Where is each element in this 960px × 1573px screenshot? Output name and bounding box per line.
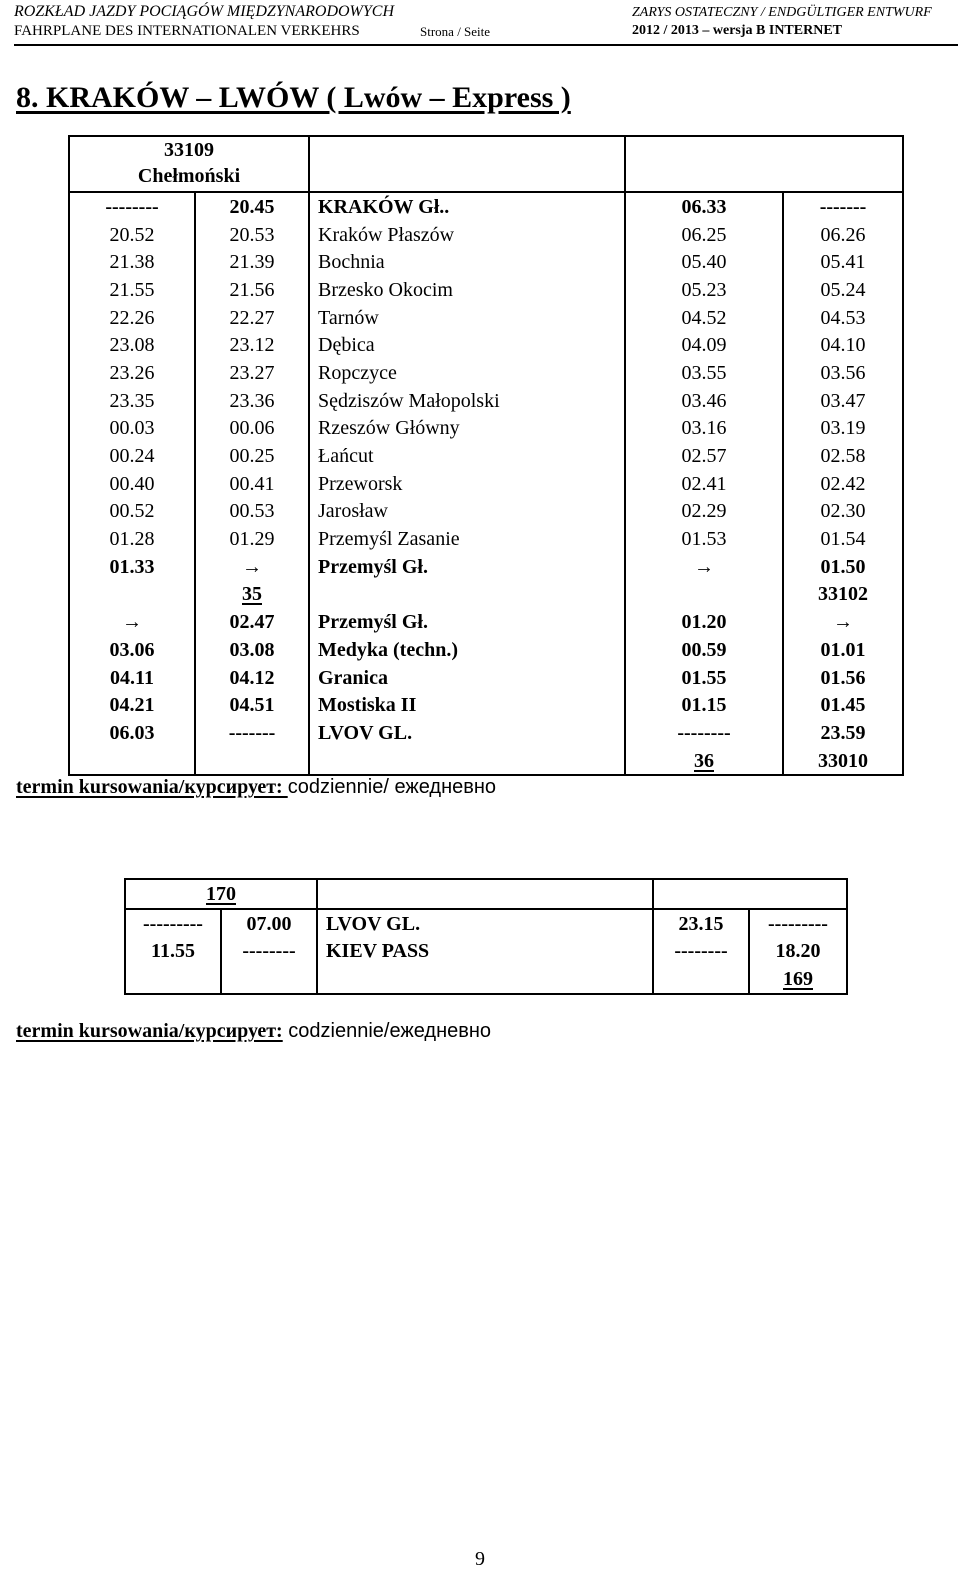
- station-cell: [309, 470, 625, 498]
- departure-time-value: 20.45: [229, 195, 275, 218]
- departure-time-value: ---------: [143, 912, 203, 935]
- header-draft-label: ZARYS OSTATECZNY / ENDGÜLTIGER ENTWURF: [632, 5, 932, 20]
- departure-time-cell: [195, 636, 309, 664]
- arrival-time-cell: [625, 192, 783, 221]
- arrival-time-value: 01.01: [820, 638, 866, 661]
- table-row: [125, 965, 847, 994]
- departure-time-cell: [195, 498, 309, 526]
- arrival-time-cell: [625, 608, 783, 636]
- station-value: Ropczyce: [318, 361, 397, 384]
- departure-time-value: 23.12: [229, 334, 275, 357]
- departure-time-value: 03.08: [229, 638, 275, 661]
- departure-time-cell: [195, 248, 309, 276]
- arrival-time-cell: [625, 331, 783, 359]
- table-row: [69, 498, 903, 526]
- departure-time-cell: [69, 525, 195, 553]
- departure-time-cell: [125, 909, 221, 938]
- departure-time-value: 23.08: [109, 334, 155, 357]
- departure-time-cell: [69, 304, 195, 332]
- departure-time-cell: [195, 415, 309, 443]
- table-row: [69, 387, 903, 415]
- table-row: [69, 747, 903, 776]
- station-cell: [309, 498, 625, 526]
- departure-time-cell: [125, 965, 221, 994]
- arrival-time-value: ---------: [768, 912, 828, 935]
- departure-time-cell: [69, 331, 195, 359]
- table-row: [125, 909, 847, 938]
- arrival-time-cell: [625, 387, 783, 415]
- departure-time-value: 21.39: [229, 251, 275, 274]
- running-days-value: codziennie/ежедневно: [282, 1020, 492, 1042]
- train-header-cell: [69, 136, 309, 192]
- departure-time-cell: [195, 747, 309, 776]
- arrival-time-value: 01.55: [681, 666, 727, 689]
- table-row: [69, 276, 903, 304]
- table-row: [69, 192, 903, 221]
- station-cell: [317, 909, 653, 938]
- table-row: [69, 415, 903, 443]
- arrival-time-cell: [653, 937, 749, 965]
- arrival-time-cell: [653, 909, 749, 938]
- arrival-time-value: 02.29: [681, 500, 727, 523]
- departure-time-cell: [195, 304, 309, 332]
- departure-time-value: 01.28: [109, 528, 155, 551]
- header-page-label: Strona / Seite: [420, 24, 491, 39]
- departure-time-cell: [69, 442, 195, 470]
- departure-time-cell: [69, 664, 195, 692]
- table-row: [69, 331, 903, 359]
- departure-time-value: 23.27: [229, 361, 275, 384]
- table-row: [69, 636, 903, 664]
- arrival-time-cell: [653, 965, 749, 994]
- departure-time-cell: [221, 937, 317, 965]
- arrival-time-cell: [783, 581, 903, 609]
- running-days-label: termin kursowania/курсирует:: [16, 776, 288, 798]
- station-value: Dębica: [318, 334, 375, 357]
- table-row: [69, 304, 903, 332]
- departure-time-value: 04.12: [229, 666, 275, 689]
- arrival-time-cell: [783, 331, 903, 359]
- return-header-cell: [653, 879, 847, 909]
- station-value: Przemyśl Zasanie: [318, 528, 460, 551]
- station-cell: [309, 248, 625, 276]
- arrival-time-value: 05.40: [681, 251, 727, 274]
- station-cell: [309, 192, 625, 221]
- arrival-time-value: 02.41: [681, 472, 727, 495]
- arrival-time-cell: [783, 304, 903, 332]
- station-cell: [309, 608, 625, 636]
- departure-time-value: 21.55: [109, 278, 155, 301]
- departure-time-value: 00.24: [109, 445, 155, 468]
- arrival-time-cell: [625, 636, 783, 664]
- arrival-time-cell: [783, 664, 903, 692]
- arrival-time-cell: [625, 415, 783, 443]
- departure-time-cell: [221, 909, 317, 938]
- section-title: 8. KRAKÓW – LWÓW ( Lwów – Express ): [16, 81, 571, 114]
- arrival-time-cell: [625, 581, 783, 609]
- arrival-time-cell: [625, 664, 783, 692]
- arrival-time-value: -------: [819, 195, 867, 218]
- return-header-cell: [625, 136, 903, 192]
- departure-time-cell: [69, 636, 195, 664]
- station-cell: [309, 442, 625, 470]
- departure-time-value: 00.25: [229, 445, 275, 468]
- table-row: [69, 442, 903, 470]
- running-days-note-1: [16, 775, 496, 799]
- arrival-time-cell: [625, 553, 783, 581]
- arrival-time-cell: [783, 691, 903, 719]
- arrival-time-value: 01.53: [681, 528, 727, 551]
- arrival-time-value: 02.58: [820, 445, 866, 468]
- train-header-cell: [125, 879, 317, 909]
- departure-time-value: 02.47: [229, 611, 275, 634]
- departure-time-value: 20.53: [229, 223, 275, 246]
- departure-time-cell: [69, 553, 195, 581]
- arrival-time-cell: [625, 248, 783, 276]
- departure-time-value: 23.26: [109, 361, 155, 384]
- arrival-time-cell: [783, 498, 903, 526]
- departure-time-value: 01.33: [109, 555, 155, 578]
- departure-time-cell: [69, 691, 195, 719]
- departure-time-value: 00.52: [109, 500, 155, 523]
- station-cell: [309, 581, 625, 609]
- departure-time-cell: [69, 192, 195, 221]
- arrival-time-cell: [783, 608, 903, 636]
- arrival-time-cell: [625, 525, 783, 553]
- departure-time-cell: [195, 331, 309, 359]
- station-value: Kraków Płaszów: [318, 223, 455, 246]
- departure-time-value: 21.38: [109, 251, 155, 274]
- arrival-time-cell: [625, 442, 783, 470]
- departure-time-value: 06.03: [109, 721, 155, 744]
- departure-time-cell: [195, 581, 309, 609]
- station-value: Brzesko Okocim: [318, 278, 453, 301]
- page-number: 9: [475, 1548, 485, 1570]
- arrival-time-value: →: [833, 611, 853, 634]
- arrival-time-cell: [783, 470, 903, 498]
- arrival-time-value: 01.20: [681, 611, 727, 634]
- table-row: [69, 719, 903, 747]
- train-number: 33109: [164, 139, 214, 161]
- station-value: KIEV PASS: [326, 940, 430, 963]
- departure-time-cell: [69, 387, 195, 415]
- running-days-note-2: [16, 1019, 491, 1043]
- arrival-time-value: 33010: [818, 749, 868, 772]
- departure-time-cell: [69, 581, 195, 609]
- arrival-time-value: --------: [674, 940, 728, 963]
- departure-time-cell: [195, 470, 309, 498]
- station-cell: [309, 331, 625, 359]
- departure-time-value: →: [242, 555, 262, 578]
- header-rule: [14, 44, 958, 46]
- departure-time-cell: [195, 691, 309, 719]
- station-cell: [309, 636, 625, 664]
- departure-time-cell: [69, 719, 195, 747]
- running-days-value: codziennie/ ежедневно: [287, 776, 497, 798]
- arrival-time-cell: [783, 359, 903, 387]
- table-row: [125, 937, 847, 965]
- arrival-time-value: 03.56: [820, 361, 866, 384]
- departure-time-value: 35: [242, 583, 262, 606]
- station-value: Sędziszów Małopolski: [318, 389, 500, 412]
- arrival-time-value: 05.23: [681, 278, 727, 301]
- arrival-time-cell: [625, 359, 783, 387]
- arrival-time-value: 04.52: [681, 306, 727, 329]
- station-cell: [309, 359, 625, 387]
- station-value: LVOV GL.: [318, 721, 413, 744]
- station-value: Mostiska II: [318, 694, 417, 717]
- arrival-time-cell: [783, 719, 903, 747]
- departure-time-value: 21.56: [229, 278, 275, 301]
- arrival-time-cell: [783, 276, 903, 304]
- arrival-time-cell: [625, 691, 783, 719]
- departure-time-value: --------: [242, 940, 296, 963]
- arrival-time-value: 01.45: [820, 694, 866, 717]
- departure-time-value: 01.29: [229, 528, 275, 551]
- table-row: [69, 553, 903, 581]
- arrival-time-value: 03.47: [820, 389, 866, 412]
- station-cell: [309, 664, 625, 692]
- departure-time-value: 00.53: [229, 500, 275, 523]
- station-value: Bochnia: [318, 251, 385, 274]
- station-value: Rzeszów Główny: [318, 417, 460, 440]
- station-value: Medyka (techn.): [318, 638, 458, 661]
- arrival-time-cell: [783, 636, 903, 664]
- arrival-time-value: 06.33: [681, 195, 727, 218]
- departure-time-cell: [195, 719, 309, 747]
- station-value: Łańcut: [318, 445, 374, 468]
- arrival-time-cell: [783, 387, 903, 415]
- departure-time-value: 00.40: [109, 472, 155, 495]
- arrival-time-cell: [749, 909, 847, 938]
- timetable-krakow-lwow: [68, 135, 904, 776]
- arrival-time-value: 33102: [818, 583, 868, 606]
- departure-time-value: 03.06: [109, 638, 155, 661]
- table-row: [69, 691, 903, 719]
- departure-time-cell: [69, 498, 195, 526]
- departure-time-value: 00.41: [229, 472, 275, 495]
- departure-time-value: 07.00: [246, 912, 292, 935]
- arrival-time-value: 05.24: [820, 278, 866, 301]
- header-title-pl: ROZKŁAD JAZDY POCIĄGÓW MIĘDZYNARODOWYCH: [14, 3, 395, 20]
- departure-time-value: 00.03: [109, 417, 155, 440]
- departure-time-cell: [69, 359, 195, 387]
- arrival-time-cell: [783, 442, 903, 470]
- train-name: Chełmoński: [137, 165, 241, 187]
- station-value: KRAKÓW Gł..: [318, 195, 450, 218]
- station-cell: [309, 525, 625, 553]
- station-cell: [309, 276, 625, 304]
- departure-time-cell: [195, 525, 309, 553]
- departure-time-cell: [195, 192, 309, 221]
- departure-time-cell: [195, 276, 309, 304]
- arrival-time-value: 00.59: [681, 638, 727, 661]
- departure-time-value: 04.11: [110, 666, 154, 689]
- departure-time-cell: [195, 221, 309, 249]
- arrival-time-cell: [783, 553, 903, 581]
- station-header-cell: [317, 879, 653, 909]
- station-cell: [309, 719, 625, 747]
- arrival-time-value: 169: [783, 967, 813, 990]
- arrival-time-value: 01.54: [820, 528, 866, 551]
- departure-time-value: 22.27: [229, 306, 275, 329]
- table-header-row: [125, 879, 847, 909]
- arrival-time-cell: [783, 221, 903, 249]
- station-value: LVOV GL.: [326, 912, 421, 935]
- departure-time-cell: [195, 553, 309, 581]
- station-cell: [309, 304, 625, 332]
- arrival-time-value: 06.26: [820, 223, 866, 246]
- arrival-time-cell: [625, 470, 783, 498]
- departure-time-cell: [69, 221, 195, 249]
- arrival-time-value: →: [694, 555, 714, 578]
- station-value: Jarosław: [318, 500, 388, 523]
- arrival-time-value: 23.59: [820, 721, 866, 744]
- arrival-time-cell: [749, 937, 847, 965]
- station-cell: [309, 387, 625, 415]
- departure-time-cell: [69, 415, 195, 443]
- station-cell: [309, 747, 625, 776]
- arrival-time-value: 02.42: [820, 472, 866, 495]
- departure-time-cell: [69, 470, 195, 498]
- station-cell: [309, 553, 625, 581]
- arrival-time-value: 04.09: [681, 334, 727, 357]
- arrival-time-cell: [783, 747, 903, 776]
- departure-time-cell: [221, 965, 317, 994]
- departure-time-cell: [195, 387, 309, 415]
- arrival-time-value: 04.10: [820, 334, 866, 357]
- arrival-time-value: --------: [677, 721, 731, 744]
- departure-time-value: 04.51: [229, 694, 275, 717]
- arrival-time-value: 01.15: [681, 694, 727, 717]
- station-value: Tarnów: [318, 306, 379, 329]
- header-version-label: 2012 / 2013 – wersja B INTERNET: [632, 23, 843, 38]
- arrival-time-value: 03.19: [820, 417, 866, 440]
- arrival-time-value: 01.56: [820, 666, 866, 689]
- departure-time-cell: [69, 608, 195, 636]
- departure-time-value: 22.26: [109, 306, 155, 329]
- station-cell: [317, 965, 653, 994]
- departure-time-cell: [195, 664, 309, 692]
- timetable-lvov-kiev: [124, 878, 848, 995]
- header-title-de: FAHRPLANE DES INTERNATIONALEN VERKEHRS: [14, 23, 360, 39]
- departure-time-cell: [69, 248, 195, 276]
- table-row: [69, 248, 903, 276]
- station-cell: [309, 415, 625, 443]
- arrival-time-cell: [749, 965, 847, 994]
- arrival-time-value: 01.50: [820, 555, 866, 578]
- arrival-time-cell: [783, 248, 903, 276]
- arrival-time-value: 06.25: [681, 223, 727, 246]
- departure-time-value: 04.21: [109, 694, 155, 717]
- running-days-label: termin kursowania/курсирует:: [16, 1020, 283, 1042]
- arrival-time-value: 03.46: [681, 389, 727, 412]
- arrival-time-cell: [783, 192, 903, 221]
- station-value: Przemyśl Gł.: [318, 611, 428, 634]
- departure-time-cell: [195, 608, 309, 636]
- arrival-time-value: 03.55: [681, 361, 727, 384]
- arrival-time-value: 05.41: [820, 251, 866, 274]
- arrival-time-value: 18.20: [775, 940, 821, 963]
- station-cell: [309, 221, 625, 249]
- departure-time-cell: [69, 276, 195, 304]
- table-row: [69, 664, 903, 692]
- arrival-time-cell: [625, 276, 783, 304]
- table-header-row: [69, 136, 903, 192]
- departure-time-value: →: [122, 611, 142, 634]
- arrival-time-cell: [625, 747, 783, 776]
- arrival-time-value: 36: [694, 749, 714, 772]
- departure-time-cell: [125, 937, 221, 965]
- departure-time-value: --------: [105, 195, 159, 218]
- arrival-time-value: 23.15: [678, 912, 724, 935]
- table-row: [69, 525, 903, 553]
- departure-time-value: 23.36: [229, 389, 275, 412]
- arrival-time-cell: [625, 498, 783, 526]
- departure-time-cell: [195, 442, 309, 470]
- arrival-time-cell: [783, 415, 903, 443]
- departure-time-value: -------: [228, 721, 276, 744]
- station-cell: [317, 937, 653, 965]
- station-value: Przeworsk: [318, 472, 403, 495]
- arrival-time-cell: [783, 525, 903, 553]
- arrival-time-cell: [625, 719, 783, 747]
- departure-time-cell: [69, 747, 195, 776]
- departure-time-value: 23.35: [109, 389, 155, 412]
- departure-time-value: 11.55: [151, 940, 195, 963]
- arrival-time-value: 02.30: [820, 500, 866, 523]
- station-value: Przemyśl Gł.: [318, 555, 428, 578]
- table-row: [69, 359, 903, 387]
- table-row: [69, 581, 903, 609]
- station-cell: [309, 691, 625, 719]
- arrival-time-value: 03.16: [681, 417, 727, 440]
- arrival-time-cell: [625, 221, 783, 249]
- table-row: [69, 608, 903, 636]
- departure-time-value: 00.06: [229, 417, 275, 440]
- train-number: 170: [206, 882, 236, 905]
- departure-time-value: 20.52: [109, 223, 155, 246]
- station-value: Granica: [318, 666, 388, 689]
- departure-time-cell: [195, 359, 309, 387]
- table-row: [69, 221, 903, 249]
- table-row: [69, 470, 903, 498]
- station-header-cell: [309, 136, 625, 192]
- page-header: [0, 0, 960, 48]
- arrival-time-value: 02.57: [681, 445, 727, 468]
- arrival-time-value: 04.53: [820, 306, 866, 329]
- arrival-time-cell: [625, 304, 783, 332]
